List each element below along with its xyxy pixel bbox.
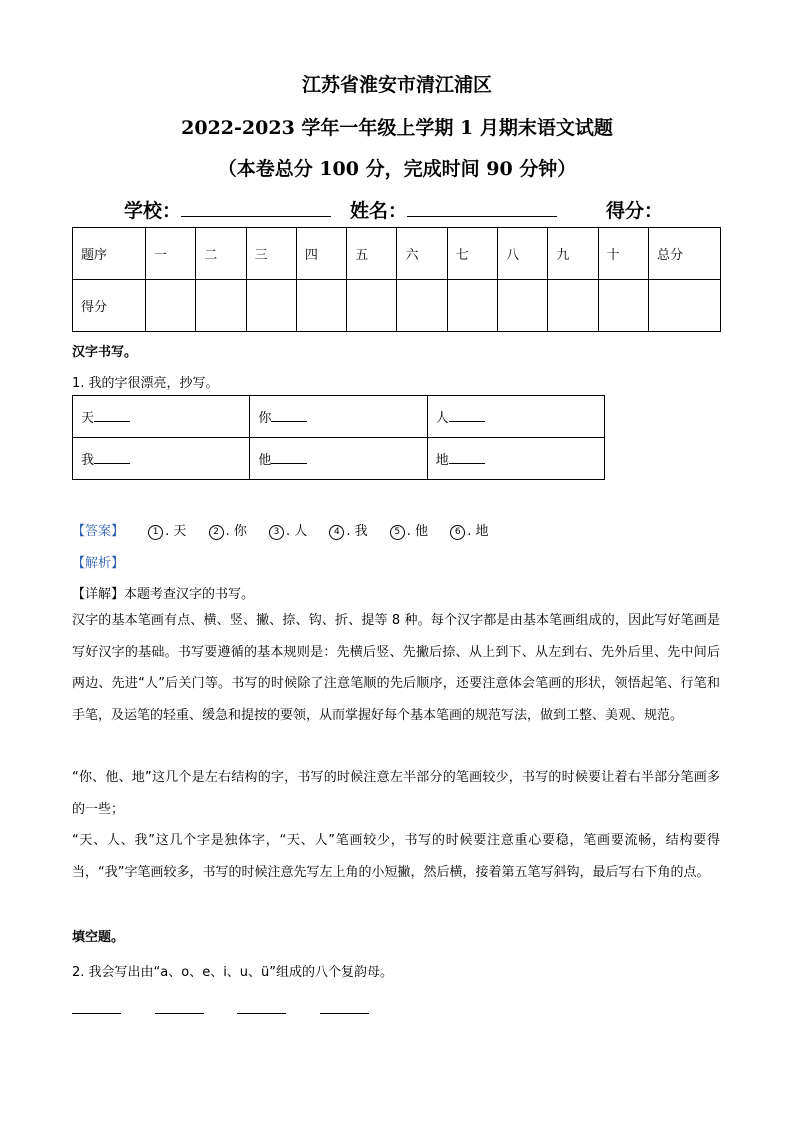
copy-char: 他 — [258, 453, 272, 468]
copy-row — [73, 396, 605, 438]
copy-cell — [427, 396, 604, 438]
score-input-cell[interactable] — [548, 280, 598, 332]
school-blank[interactable] — [181, 198, 331, 217]
score-input-cell[interactable] — [246, 280, 296, 332]
score-table-cell: 十 — [598, 228, 648, 280]
score-table-header-row — [73, 228, 721, 280]
answer-item: 6 . 地 — [450, 520, 488, 540]
copy-char: 我 — [81, 453, 95, 468]
title-note: （本卷总分 100 分，完成时间 90 分钟） — [217, 158, 577, 180]
score-table-cell: 三 — [246, 228, 296, 280]
score-input-cell[interactable] — [649, 280, 721, 332]
answer-blank[interactable] — [320, 1013, 369, 1014]
answer-blank[interactable] — [155, 1013, 204, 1014]
score-table-cell: 八 — [498, 228, 548, 280]
score-row-label: 得分 — [73, 280, 146, 332]
score-input-cell[interactable] — [498, 280, 548, 332]
score-label: 得分： — [606, 200, 664, 222]
answer-number: 5 — [390, 525, 405, 540]
copy-cell — [427, 438, 604, 480]
name-blank[interactable] — [407, 198, 557, 217]
name-field — [350, 196, 557, 223]
answer-number: 6 — [450, 525, 465, 540]
analysis-para-2: “你、他、地”这几个是左右结构的字，书写的时候注意左半部分的笔画较少，书写的时候要让着右半部分笔画多的一些； — [72, 770, 720, 817]
score-table-cell: 二 — [196, 228, 246, 280]
copy-blank[interactable] — [449, 451, 485, 464]
score-input-cell[interactable] — [296, 280, 346, 332]
score-table-cell: 一 — [146, 228, 196, 280]
score-table-cell: 六 — [397, 228, 447, 280]
score-table-cell: 七 — [447, 228, 497, 280]
copy-char: 地 — [435, 453, 449, 468]
answer-item: 3 . 人 — [269, 520, 307, 540]
answer-item: 1 . 天 — [148, 520, 186, 540]
analysis-para-1: 汉字的基本笔画有点、横、竖、撇、捺、钩、折、提等 8 种。每个汉字都是由基本笔画组成的，因此写好笔画是写好汉字的基础。书写要遵循的基本规则是：先横后竖、先撇后捺、从上到下、从左到右、先外后里、先中间后两边、先进“人”后关门等。书写的时候除了注意笔顺的先后顺序，还要注意体会笔画的形状，领悟起笔、行笔和手笔，及运笔的轻重、缓急和提按的要领，从而掌握好每个基本笔画的规范写法，做到工整、美观、规范。 — [72, 613, 720, 723]
copy-cell — [73, 438, 250, 480]
score-table — [72, 227, 721, 332]
copy-char: 你 — [258, 411, 272, 426]
copy-char: 人 — [435, 411, 449, 426]
answer-item: 5 . 他 — [390, 520, 428, 540]
copy-blank[interactable] — [449, 409, 485, 422]
score-field — [606, 196, 663, 223]
answer-item: 2 . 你 — [209, 520, 247, 540]
copy-blank[interactable] — [271, 451, 307, 464]
copy-char: 天 — [81, 411, 95, 426]
analysis-detail: 【详解】本题考查汉字的书写。 — [72, 587, 255, 602]
copy-blank[interactable] — [271, 409, 307, 422]
score-input-cell[interactable] — [397, 280, 447, 332]
score-table-cell: 四 — [296, 228, 346, 280]
copy-blank[interactable] — [94, 409, 130, 422]
copy-cell — [250, 396, 427, 438]
answer-number: 2 — [209, 525, 224, 540]
score-input-cell[interactable] — [447, 280, 497, 332]
answer-item: 4 . 我 — [329, 520, 367, 540]
score-input-cell[interactable] — [146, 280, 196, 332]
copy-cell — [73, 396, 250, 438]
answer-number: 3 — [269, 525, 284, 540]
score-table-cell: 总分 — [649, 228, 721, 280]
answer-number: 4 — [329, 525, 344, 540]
answer-number: 1 — [148, 525, 163, 540]
name-label: 姓名： — [350, 200, 408, 222]
title-region: 江苏省淮安市清江浦区 — [301, 74, 492, 96]
score-table-cell: 题序 — [73, 228, 146, 280]
answer-blank[interactable] — [72, 1013, 121, 1014]
section-heading-writing: 汉字书写。 — [72, 345, 138, 360]
school-field — [124, 196, 331, 223]
copy-blank[interactable] — [94, 451, 130, 464]
score-input-cell[interactable] — [347, 280, 397, 332]
score-table-cell: 九 — [548, 228, 598, 280]
score-table-score-row — [73, 280, 721, 332]
school-label: 学校： — [124, 200, 182, 222]
analysis-para-3: “天、人、我”这几个字是独体字，“天、人”笔画较少，书写的时候要注意重心要稳，笔画要流畅，结构要得当，“我”字笔画较多，书写的时候注意先写左上角的小短撇，然后横，接着第五笔写斜钩，最后写右下角的点。 — [72, 833, 720, 880]
copy-cell — [250, 438, 427, 480]
score-input-cell[interactable] — [196, 280, 246, 332]
answer-line — [72, 520, 488, 540]
score-table-cell: 五 — [347, 228, 397, 280]
analysis-label: 【解析】 — [72, 556, 125, 571]
answer-label: 【答案】 — [72, 524, 125, 539]
section-heading-fill: 填空题。 — [72, 930, 125, 945]
copy-table — [72, 395, 605, 480]
title-exam: 2022-2023 学年一年级上学期 1 月期末语文试题 — [181, 117, 613, 139]
copy-row — [73, 438, 605, 480]
score-input-cell[interactable] — [598, 280, 648, 332]
question-2: 2. 我会写出由“a、o、e、i、u、ü”组成的八个复韵母。 — [72, 965, 394, 980]
answer-blank[interactable] — [237, 1013, 286, 1014]
question-1: 1. 我的字很漂亮，抄写。 — [72, 376, 219, 391]
